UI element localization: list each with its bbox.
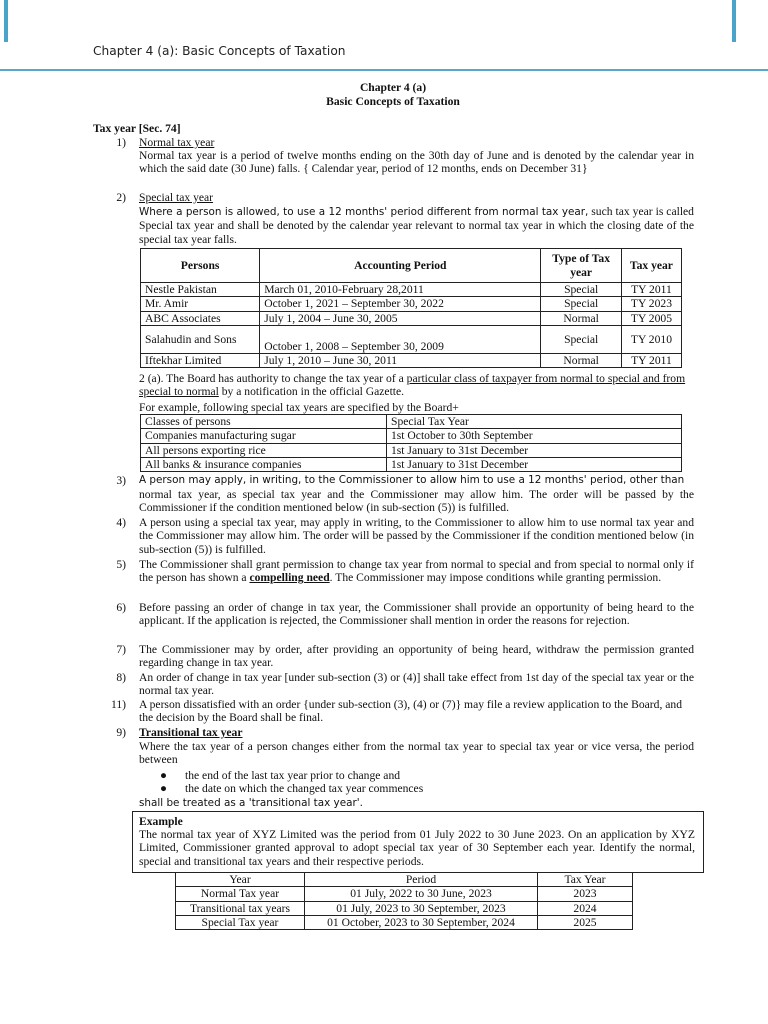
item-text: Normal tax year is a period of twelve months ending on the 30th day of June and is denoted by the calendar year in which the said date (30 June) falls. { Calendar year, period of 12 months, ends on December 31} (139, 149, 694, 176)
table-row: Companies manufacturing sugar 1st October to 30th September (141, 429, 682, 443)
table-header-row: Year Period Tax Year (176, 873, 633, 887)
example-box (132, 811, 704, 873)
table-row: Normal Tax year 01 July, 2022 to 30 June, 2023 2023 (176, 887, 633, 901)
chapter-number: Chapter 4 (a) (359, 81, 427, 94)
section-heading: Tax year [Sec. 74] (93, 122, 181, 135)
chapter-title: Basic Concepts of Taxation (326, 95, 460, 108)
example-text: The normal tax year of XYZ Limited was the period from 01 July 2022 to 30 June 2023. On an application by XYZ Limited, Commissioner granted approval to adopt special tax year of 30 September each year. Identify the normal, special and transitional tax years and their respective periods. (139, 828, 695, 868)
item-text: Where the tax year of a person changes either from the normal tax year to special tax year or vice versa, the period between (139, 740, 694, 767)
item-title: Normal tax year (139, 136, 215, 149)
table-row: Iftekhar Limited July 1, 2010 – June 30, 2011 Normal TY 2011 (141, 353, 682, 367)
item-text: A person using a special tax year, may apply in writing, to the Commissioner to allow him to use normal tax year and the Commissioner may allow him. The order will be passed by the Commissioner if the condition mentioned below (in sub-section (5)) is fulfilled. (139, 516, 694, 556)
table-row: Salahudin and Sons October 1, 2008 – September 30, 2009 Special TY 2010 (141, 325, 682, 353)
item-text: Where a person is allowed, to use a 12 months' period different from normal tax year, such tax year is called Special tax year and shall be denoted by the calendar year relevant to normal tax year in which the closing date of the special tax year falls. (139, 205, 694, 246)
item-text: The Commissioner may by order, after providing an opportunity of being heard, withdraw the permission granted regarding change in tax year. (139, 643, 694, 670)
table-header-row: Classes of persons Special Tax Year (141, 415, 682, 429)
item-text: The Commissioner shall grant permission to change tax year from normal to special and from special to normal only if the person has shown a compelling need. The Commissioner may impose conditions while granting permission. (139, 558, 694, 585)
item-number: 2) (116, 191, 126, 204)
item-number: 7) (116, 643, 126, 656)
item-number: 4) (116, 516, 126, 529)
item-text: 2 (a). The Board has authority to change the tax year of a particular class of taxpayer from normal to special and from special to normal by a notification in the official Gazette. (139, 372, 686, 399)
table-header-row: Persons Accounting Period Type of Tax year Tax year (141, 249, 682, 283)
item-number: 6) (116, 601, 126, 614)
item-text: Before passing an order of change in tax year, the Commissioner shall provide an opportunity of being heard to the applicant. If the application is rejected, the Commissioner shall mention in order the reasons for rejection. (139, 601, 694, 628)
classes-table (140, 414, 682, 472)
item-number: 8) (116, 671, 126, 684)
table-row: Transitional tax years 01 July, 2023 to 30 September, 2023 2024 (176, 901, 633, 915)
table-row: Mr. Amir October 1, 2021 – September 30, 2022 Special TY 2023 (141, 297, 682, 311)
bullet-list (160, 769, 423, 796)
handwritten-text: Where a person is allowed, to use a 12 months' period different from normal tax year, (139, 206, 589, 218)
item-number: 3) (116, 474, 126, 487)
table-row: Special Tax year 01 October, 2023 to 30 September, 2024 2025 (176, 915, 633, 929)
years-table (175, 872, 633, 930)
bullet-icon: ● (160, 769, 168, 782)
item-title: Special tax year (139, 191, 214, 204)
bullet-icon: ● (160, 782, 168, 796)
item-number: 9) (116, 726, 126, 739)
header-rule (0, 69, 768, 71)
right-accent-bar (732, 0, 736, 42)
table-row: ABC Associates July 1, 2004 – June 30, 2005 Normal TY 2005 (141, 311, 682, 325)
list-item: ● the end of the last tax year prior to change and (160, 769, 401, 782)
table-row: All banks & insurance companies 1st January to 31st December (141, 457, 682, 471)
item-text: A person dissatisfied with an order {under sub-section (3), (4) or (7)} may file a review application to the Board, and the decision by the Board shall be final. (139, 698, 682, 725)
running-header: Chapter 4 (a): Basic Concepts of Taxation (93, 44, 346, 58)
item-number: 5) (116, 558, 126, 571)
item-number: 11) (110, 698, 126, 711)
example-heading: Example (139, 815, 183, 828)
item-title: Transitional tax year (139, 726, 243, 739)
persons-table (140, 248, 682, 368)
table-row: Nestle Pakistan March 01, 2010-February 28,2011 Special TY 2011 (141, 283, 682, 297)
example-intro: For example, following special tax years are specified by the Board+ (139, 401, 459, 414)
item-text: An order of change in tax year [under sub-section (3) or (4)] shall take effect from 1st day of the special tax year or the normal tax year. (139, 671, 694, 698)
table-row: All persons exporting rice 1st January to 31st December (141, 443, 682, 457)
item-number: 1) (116, 136, 126, 149)
handwritten-text: shall be treated as a 'transitional tax year'. (139, 797, 363, 809)
item-text: normal tax year, as special tax year and the Commissioner may allow him. The order will be passed by the Commissioner if the condition mentioned below (in sub-section (5)) is fulfilled. (139, 488, 694, 515)
left-accent-bar (4, 0, 8, 42)
list-item: ● the date on which the changed tax year commences (160, 782, 424, 796)
handwritten-text: A person may apply, in writing, to the Commissioner to allow him to use a 12 months' period, other than (139, 474, 685, 486)
